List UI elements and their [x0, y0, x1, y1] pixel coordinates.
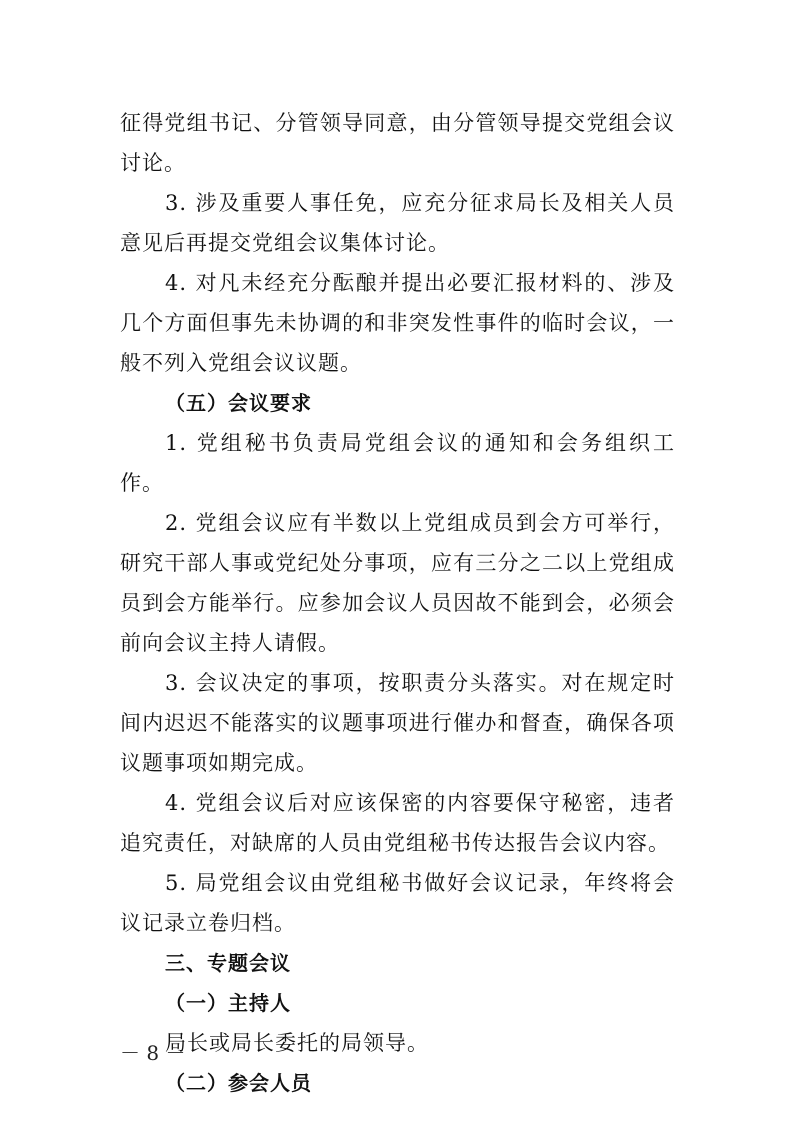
section-heading-meeting-requirements: （五）会议要求	[165, 391, 312, 415]
paragraph-requirement-4: 4. 党组会议后对应该保密的内容要保守秘密，违者追究责任，对缺席的人员由党组秘书传达报告会议内容。	[120, 791, 675, 855]
chapter-heading-special-meetings: 三、专题会议	[165, 951, 291, 975]
page-number: － 8 －	[120, 1041, 186, 1065]
section-heading-attendees: （二）参会人员	[165, 1071, 312, 1095]
paragraph-requirement-3: 3. 会议决定的事项，按职责分头落实。对在规定时间内迟迟不能落实的议题事项进行催办和督查，确保各项议题事项如期完成。	[120, 671, 675, 775]
paragraph-requirement-5: 5. 局党组会议由党组秘书做好会议记录，年终将会议记录立卷归档。	[120, 871, 675, 935]
paragraph-item-3: 3. 涉及重要人事任免，应充分征求局长及相关人员意见后再提交党组会议集体讨论。	[120, 191, 675, 255]
section-heading-host: （一）主持人	[165, 991, 291, 1015]
paragraph-requirement-2: 2. 党组会议应有半数以上党组成员到会方可举行，研究干部人事或党纪处分事项，应有三分之二以上党组成员到会方能举行。应参加会议人员因故不能到会，必须会前向会议主持人请假。	[120, 511, 675, 655]
paragraph-item-4: 4. 对凡未经充分酝酿并提出必要汇报材料的、涉及几个方面但事先未协调的和非突发性事件的临时会议，一般不列入党组会议议题。	[120, 271, 675, 375]
document-body	[120, 103, 675, 1103]
paragraph-host: 局长或局长委托的局领导。	[165, 1031, 429, 1055]
paragraph-continued: 征得党组书记、分管领导同意，由分管领导提交党组会议讨论。	[120, 111, 675, 175]
paragraph-requirement-1: 1. 党组秘书负责局党组会议的通知和会务组织工作。	[120, 431, 675, 495]
